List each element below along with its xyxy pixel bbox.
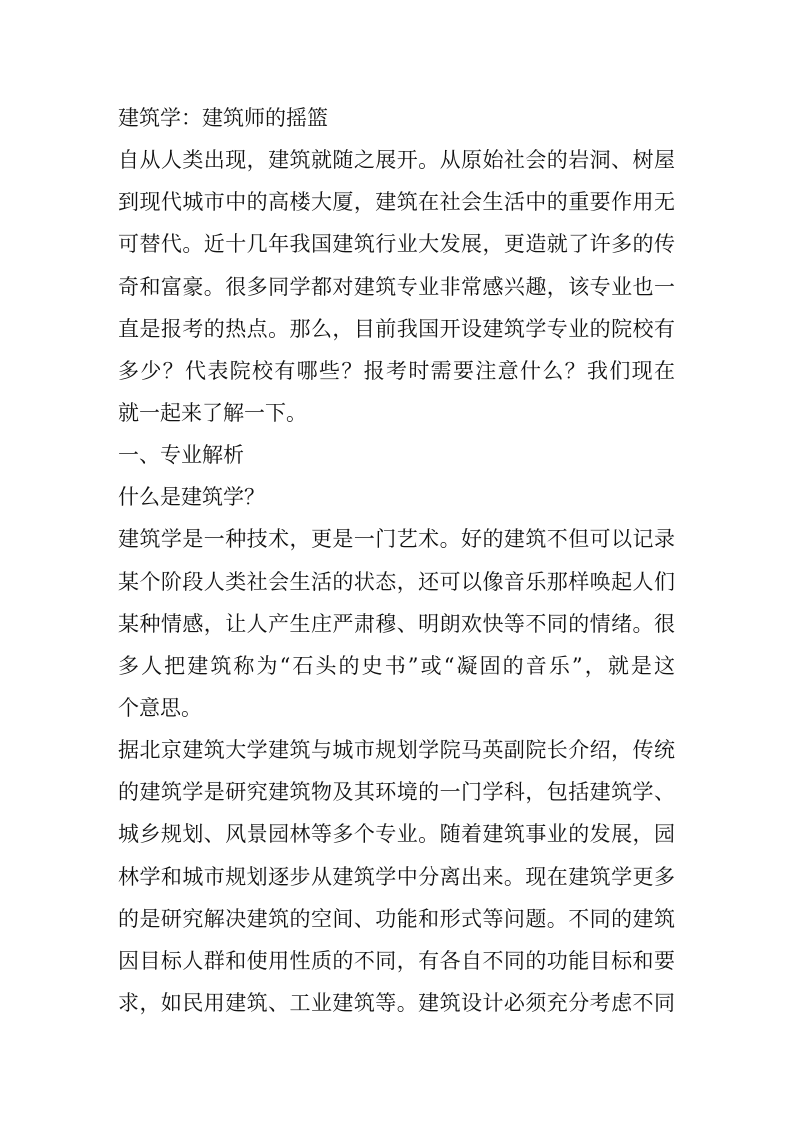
text-line: 多人把建筑称为“石头的史书”或“凝固的音乐”，就是这 (118, 653, 675, 678)
text-line: 多少？代表院校有哪些？报考时需要注意什么？我们现在 (118, 358, 675, 383)
text-line: 建筑学是一种技术，更是一门艺术。好的建筑不但可以记录 (118, 527, 675, 552)
text-line: 因目标人群和使用性质的不同，有各自不同的功能目标和要 (118, 948, 675, 973)
text-line: 据北京建筑大学建筑与城市规划学院马英副院长介绍，传统 (118, 738, 675, 763)
text-line: 求，如民用建筑、工业建筑等。建筑设计必须充分考虑不同 (118, 990, 675, 1015)
text-line: 个意思。 (118, 695, 202, 720)
subsection-heading: 什么是建筑学？ (118, 485, 265, 510)
text-line: 就一起来了解一下。 (118, 400, 307, 425)
text-line: 奇和富豪。很多同学都对建筑专业非常感兴趣，该专业也一 (118, 274, 675, 299)
text-line: 到现代城市中的高楼大厦，建筑在社会生活中的重要作用无 (118, 190, 675, 215)
text-line: 可替代。近十几年我国建筑行业大发展，更造就了许多的传 (118, 232, 675, 257)
document-page (118, 97, 675, 1024)
text-line: 的建筑学是研究建筑物及其环境的一门学科，包括建筑学、 (118, 780, 675, 805)
text-line: 某个阶段人类社会生活的状态，还可以像音乐那样唤起人们 (118, 569, 675, 594)
text-line: 林学和城市规划逐步从建筑学中分离出来。现在建筑学更多 (118, 864, 675, 889)
text-line: 自从人类出现，建筑就随之展开。从原始社会的岩洞、树屋 (118, 148, 675, 173)
document-title: 建筑学：建筑师的摇篮 (118, 106, 328, 130)
text-line: 直是报考的热点。那么，目前我国开设建筑学专业的院校有 (118, 316, 675, 341)
text-line: 某种情感，让人产生庄严肃穆、明朗欢快等不同的情绪。很 (118, 611, 675, 636)
section-heading: 一、专业解析 (118, 443, 244, 468)
text-line: 的是研究解决建筑的空间、功能和形式等问题。不同的建筑 (118, 906, 675, 931)
text-line: 城乡规划、风景园林等多个专业。随着建筑事业的发展，园 (118, 822, 675, 847)
